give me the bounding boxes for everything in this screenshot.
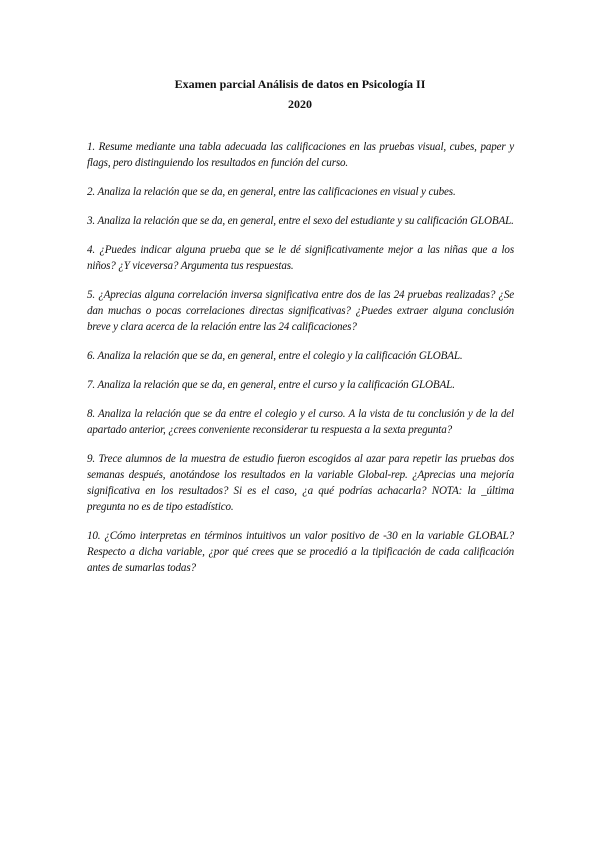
document-year: 2020 bbox=[288, 97, 312, 111]
question-8: 8. Analiza la relación que se da entre el colegio y el curso. A la vista de tu conclusión y de la del apartado anterior, ¿crees conveniente reconsiderar tu respuesta a la sexta pregunta? bbox=[87, 408, 514, 436]
question-10: 10. ¿Cómo interpretas en términos intuitivos un valor positivo de -30 en la variable GLOBAL? Respecto a dicha variable, ¿por qué crees que se procedió a la tipificación de cada calificación antes de sumarlas todas? bbox=[87, 530, 514, 574]
question-5: 5. ¿Aprecias alguna correlación inversa significativa entre dos de las 24 pruebas realizadas? ¿Se dan muchas o pocas correlaciones directas significativas? ¿Puedes extraer alguna conclusión breve y clara acerca de la relación entre las 24 calificaciones? bbox=[87, 289, 514, 333]
question-1: 1. Resume mediante una tabla adecuada las calificaciones en las pruebas visual, cubes, paper y flags, pero distinguiendo los resultados en función del curso. bbox=[87, 141, 514, 169]
question-3: 3. Analiza la relación que se da, en general, entre el sexo del estudiante y su calificación GLOBAL. bbox=[87, 215, 514, 227]
question-list bbox=[87, 139, 514, 589]
question-4: 4. ¿Puedes indicar alguna prueba que se le dé significativamente mejor a las niñas que a los niños? ¿Y viceversa? Argumenta tus respuestas. bbox=[87, 244, 514, 272]
question-7: 7. Analiza la relación que se da, en general, entre el curso y la calificación GLOBAL. bbox=[87, 379, 455, 391]
question-2: 2. Analiza la relación que se da, en general, entre las calificaciones en visual y cubes. bbox=[87, 186, 456, 198]
question-6: 6. Analiza la relación que se da, en general, entre el colegio y la calificación GLOBAL. bbox=[87, 350, 463, 362]
document-title: Examen parcial Análisis de datos en Psicología II bbox=[174, 77, 426, 91]
question-9: 9. Trece alumnos de la muestra de estudio fueron escogidos al azar para repetir las pruebas dos semanas después, anotándose los resultados en la variable Global-rep. ¿Aprecias una mejoría significativa en los resultados? Si es el caso, ¿a qué podrías achacarla? NOTA: la _última pregunta no es de tipo estadístico. bbox=[87, 453, 514, 513]
